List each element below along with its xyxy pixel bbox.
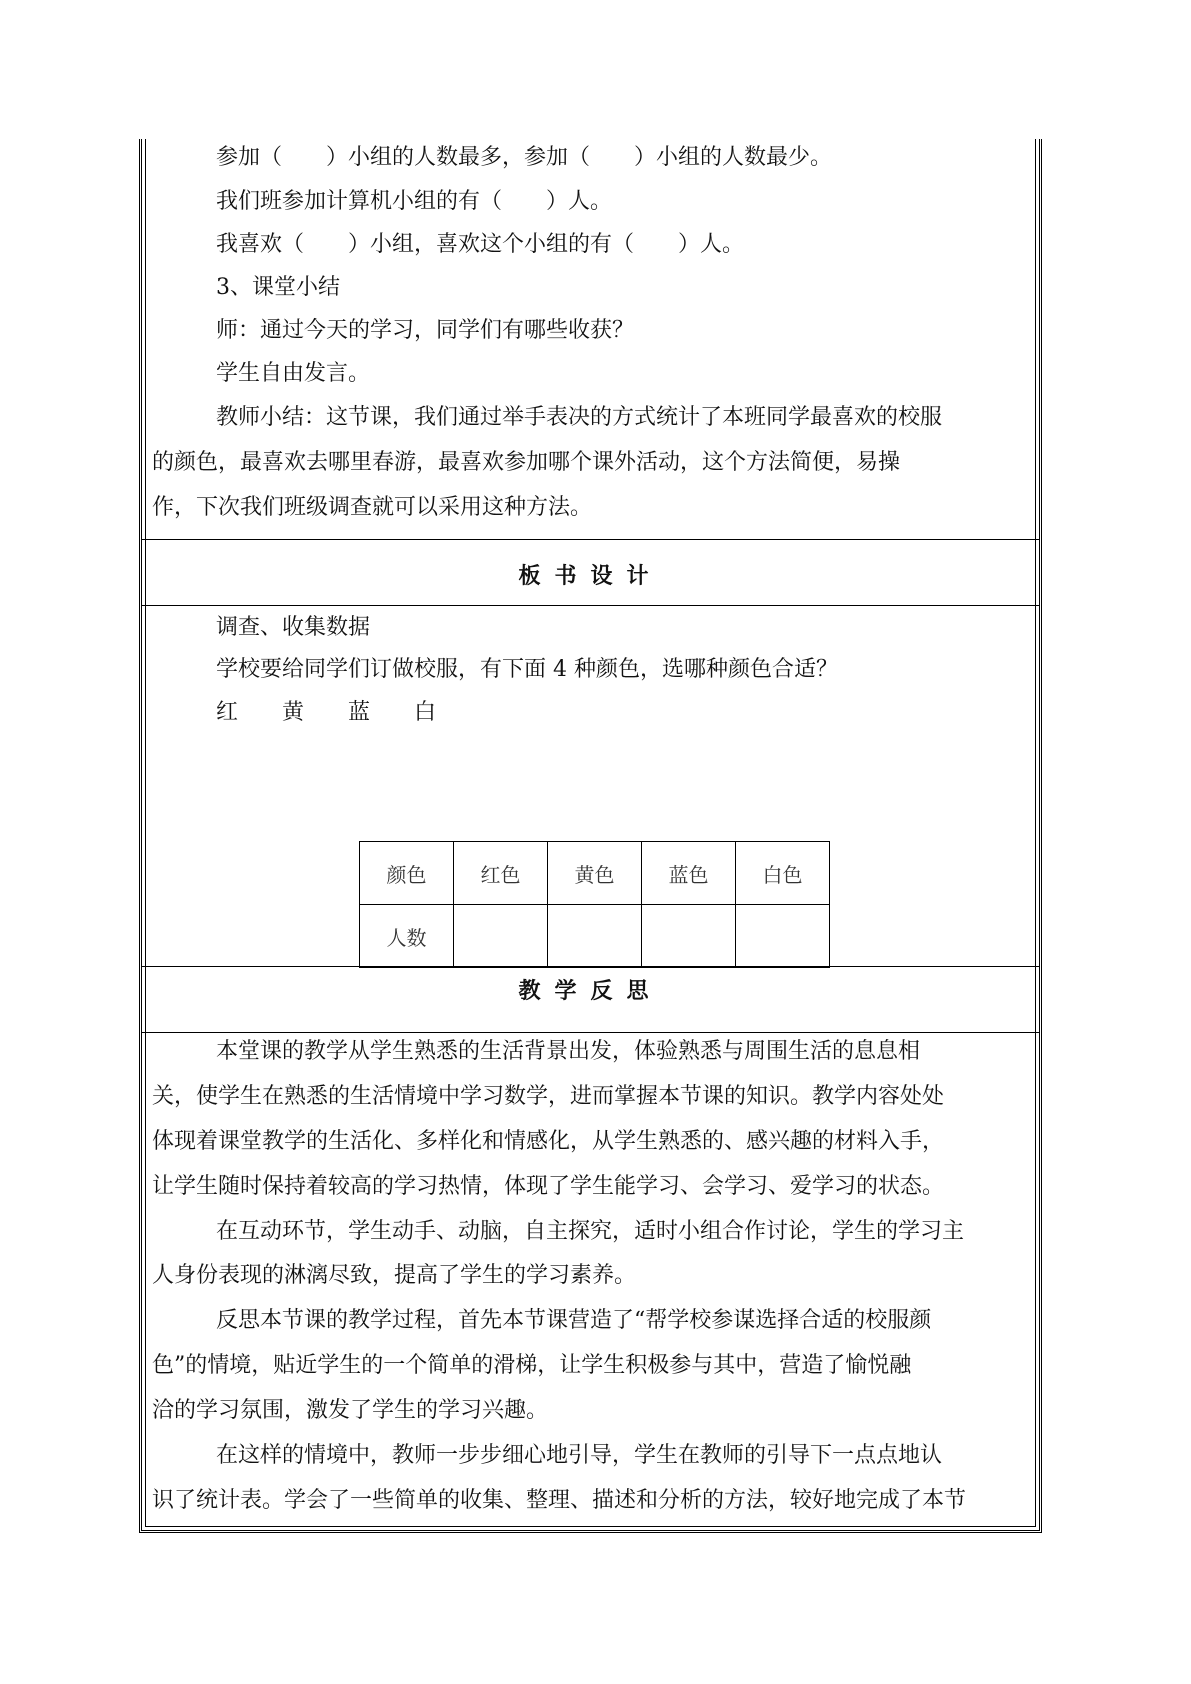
text-line: 体现着课堂教学的生活化、多样化和情感化，从学生熟悉的、感兴趣的材料入手，	[152, 1129, 945, 1154]
text-line: 3、课堂小结	[216, 275, 340, 300]
text-line: 色”的情境，贴近学生的一个简单的滑梯，让学生积极参与其中，营造了愉悦融	[152, 1353, 912, 1378]
table-cell	[736, 905, 830, 968]
table-cell	[454, 905, 548, 968]
text-line: 在这样的情境中，教师一步步细心地引导，学生在教师的引导下一点点地认	[216, 1443, 943, 1468]
table-cell	[642, 905, 736, 968]
color-red: 红	[216, 700, 239, 725]
text-line: 教师小结：这节课，我们通过举手表决的方式统计了本班同学最喜欢的校服	[216, 405, 943, 430]
text-line: 本堂课的教学从学生熟悉的生活背景出发，体验熟悉与周围生活的息息相	[216, 1039, 921, 1064]
text-line: 学校要给同学们订做校服，有下面 4 种颜色，选哪种颜色合适？	[216, 657, 838, 682]
text-line: 我喜欢（ ）小组，喜欢这个小组的有（ ）人。	[216, 232, 745, 257]
text-line: 人身份表现的淋漓尽致，提高了学生的学习素养。	[152, 1263, 637, 1288]
color-white: 白	[414, 700, 437, 725]
table-cell	[548, 905, 642, 968]
table-cell: 黄色	[548, 842, 642, 905]
table-cell: 蓝色	[642, 842, 736, 905]
text-line: 调查、收集数据	[216, 615, 371, 640]
text-line: 学生自由发言。	[216, 361, 371, 386]
table-cell: 红色	[454, 842, 548, 905]
divider	[142, 966, 1039, 967]
table-cell: 人数	[360, 905, 454, 968]
text-line: 让学生随时保持着较高的学习热情，体现了学生能学习、会学习、爱学习的状态。	[152, 1174, 945, 1199]
color-tally-table	[359, 841, 830, 968]
table-cell: 颜色	[360, 842, 454, 905]
text-line: 我们班参加计算机小组的有（ ）人。	[216, 189, 613, 214]
text-line: 的颜色，最喜欢去哪里春游，最喜欢参加哪个课外活动，这个方法简便，易操	[152, 450, 901, 475]
color-blue: 蓝	[348, 700, 371, 725]
text-line: 关，使学生在熟悉的生活情境中学习数学，进而掌握本节课的知识。教学内容处处	[152, 1084, 945, 1109]
color-yellow: 黄	[282, 700, 305, 725]
reflection-heading: 教学反思	[518, 978, 663, 1004]
text-line: 洽的学习氛围，激发了学生的学习兴趣。	[152, 1398, 549, 1423]
table-row	[360, 842, 830, 905]
table-cell: 白色	[736, 842, 830, 905]
divider	[142, 1032, 1039, 1033]
lesson-plan-frame	[139, 139, 1042, 1533]
text-line: 作，下次我们班级调查就可以采用这种方法。	[152, 495, 593, 520]
text-line: 师：通过今天的学习，同学们有哪些收获？	[216, 318, 635, 343]
board-design-heading: 板书设计	[518, 563, 663, 589]
divider	[142, 539, 1039, 540]
text-line: 识了统计表。学会了一些简单的收集、整理、描述和分析的方法，较好地完成了本节	[152, 1488, 967, 1513]
color-options	[152, 700, 1029, 726]
text-line: 在互动环节，学生动手、动脑，自主探究，适时小组合作讨论，学生的学习主	[216, 1219, 965, 1244]
table-row	[360, 905, 830, 968]
text-line: 参加（ ）小组的人数最多，参加（ ）小组的人数最少。	[216, 145, 833, 170]
text-line: 反思本节课的教学过程，首先本节课营造了“帮学校参谋选择合适的校服颜	[216, 1308, 932, 1333]
divider	[142, 605, 1039, 606]
